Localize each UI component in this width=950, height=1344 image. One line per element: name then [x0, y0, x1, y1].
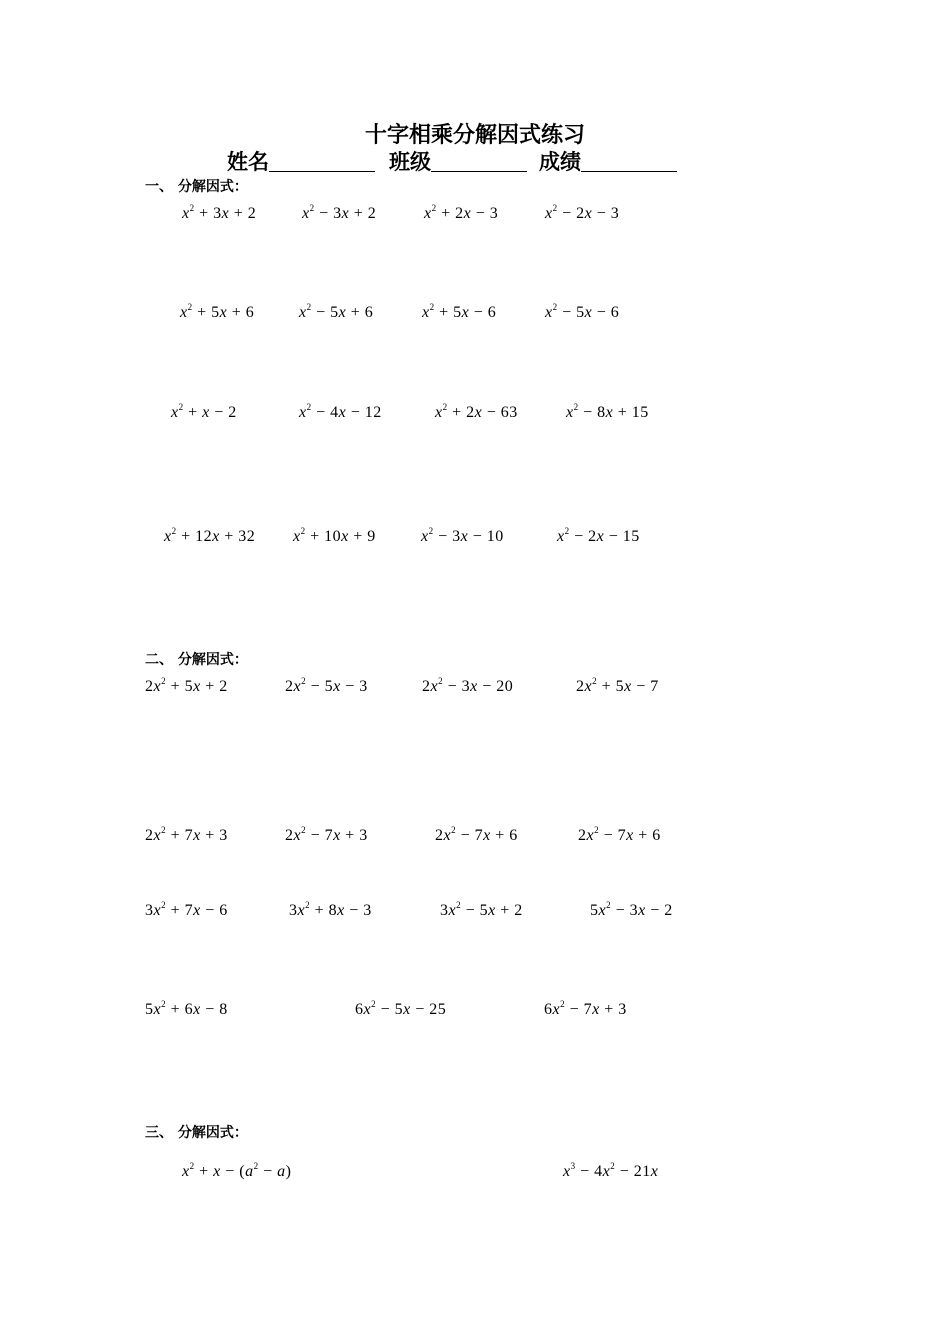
problem-expression: $5x^2 - 3x - 2$	[590, 900, 673, 919]
problem-expression: $x^2 - 2x - 3$	[545, 203, 620, 222]
problem-expression: $2x^2 - 5x - 3$	[285, 676, 368, 695]
problem-expression: $2x^2 + 5x + 2$	[145, 676, 228, 695]
problem-expression: $3x^2 + 7x - 6$	[145, 900, 228, 919]
problem-expression: $x^2 + 2x - 63$	[435, 402, 518, 421]
problem-expression: $3x^2 + 8x - 3$	[289, 900, 372, 919]
problem-expression: $x^2 - 4x - 12$	[299, 402, 382, 421]
problem-expression: $x^2 + 12x + 32$	[164, 526, 256, 545]
problem-expression: $2x^2 - 7x + 3$	[285, 825, 368, 844]
student-info-line	[227, 149, 677, 175]
problem-expression: $x^2 - 5x - 6$	[545, 302, 620, 321]
problem-expression: $x^2 + 5x - 6$	[422, 302, 497, 321]
problem-expression: $x^2 + 10x + 9$	[293, 526, 376, 545]
problem-expression: $x^3 - 4x^2 - 21x$	[563, 1161, 659, 1180]
problem-expression: $x^2 - 2x - 15$	[557, 526, 640, 545]
score-field[interactable]	[539, 149, 677, 175]
section-1-heading: 一、 分解因式：	[145, 179, 248, 195]
problem-expression: $x^2 + 3x + 2$	[182, 203, 257, 222]
name-field[interactable]	[227, 149, 375, 175]
problem-expression: $2x^2 - 7x + 6$	[578, 825, 661, 844]
problem-expression: $2x^2 + 5x - 7$	[576, 676, 659, 695]
class-label: 班级	[389, 150, 431, 174]
name-label: 姓名	[227, 150, 269, 174]
name-blank	[269, 151, 375, 172]
problem-expression: $2x^2 - 7x + 6$	[435, 825, 518, 844]
problem-expression: $6x^2 - 7x + 3$	[544, 999, 627, 1018]
score-label: 成绩	[539, 150, 581, 174]
problem-expression: $6x^2 - 5x - 25$	[355, 999, 447, 1018]
section-3-heading: 三、 分解因式：	[145, 1125, 248, 1141]
problem-expression: $x^2 + 2x - 3$	[424, 203, 499, 222]
problem-expression: $x^2 - 5x + 6$	[299, 302, 374, 321]
class-field[interactable]	[389, 149, 527, 175]
score-blank	[581, 151, 677, 172]
problem-expression: $x^2 + 5x + 6$	[180, 302, 255, 321]
problem-expression: $2x^2 - 3x - 20$	[422, 676, 514, 695]
problem-expression: $x^2 - 3x + 2$	[302, 203, 377, 222]
problem-expression: $x^2 - 8x + 15$	[566, 402, 649, 421]
class-blank	[431, 151, 527, 172]
problem-expression: $x^2 + x - 2$	[171, 402, 237, 421]
section-2-heading: 二、 分解因式：	[145, 652, 248, 668]
problem-expression: $2x^2 + 7x + 3$	[145, 825, 228, 844]
page-title: 十字相乘分解因式练习	[364, 123, 585, 148]
problem-expression: $x^2 - 3x - 10$	[421, 526, 504, 545]
problem-expression: $5x^2 + 6x - 8$	[145, 999, 228, 1018]
problem-expression: $x^2 + x - (a^2 - a)$	[182, 1161, 292, 1180]
problem-expression: $3x^2 - 5x + 2$	[440, 900, 523, 919]
